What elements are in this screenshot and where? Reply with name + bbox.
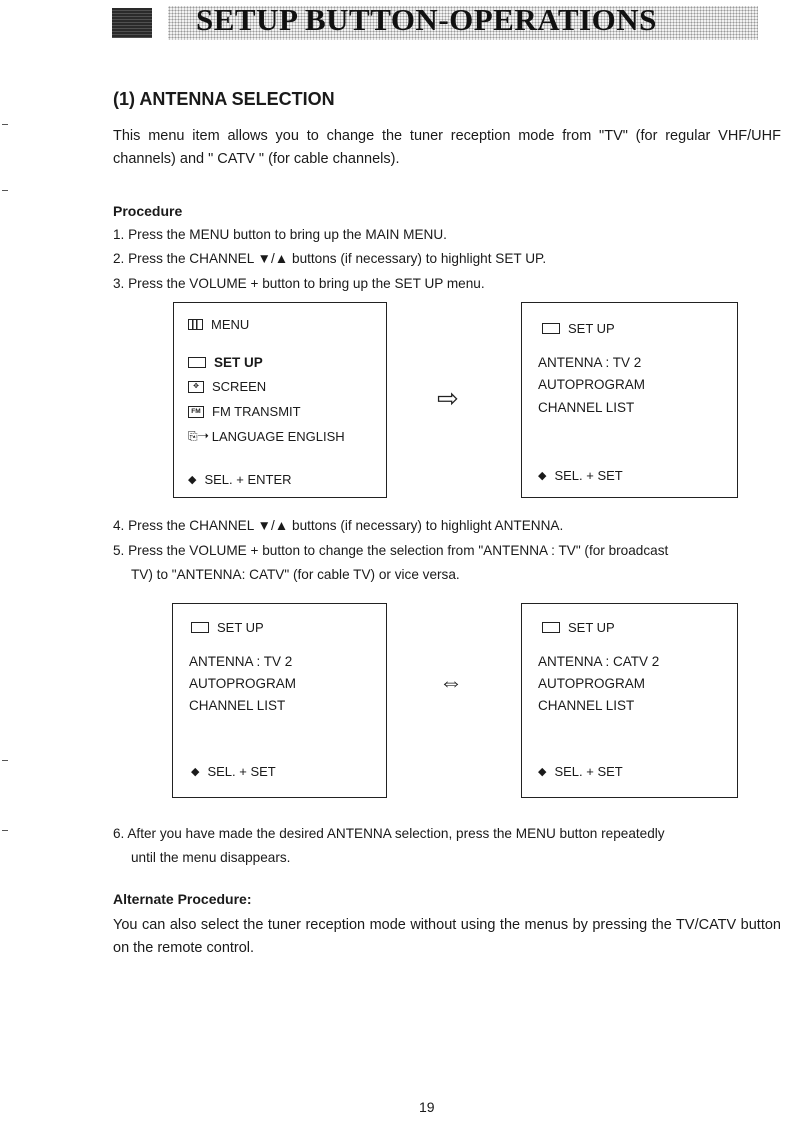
setup-icon [542,323,560,334]
setup-menu-title: SET UP [568,321,615,336]
margin-tick [2,190,8,191]
section-title: (1) ANTENNA SELECTION [113,89,335,109]
procedure-title: Procedure [113,203,183,219]
header-block-icon [112,8,152,38]
fm-icon: FM [188,406,204,418]
main-menu-footer-label: SEL. + ENTER [204,472,292,487]
step-6-line-2: until the menu disappears. [131,850,291,865]
alternate-procedure-text: You can also select the tuner reception mode without using the menus by pressing the TV/CATV button on the remote control. [113,917,781,956]
alternate-procedure-title: Alternate Procedure: [113,891,252,907]
setup-menu-footer [538,468,623,483]
step-2: 2. Press the CHANNEL ▼/▲ buttons (if necessary) to highlight SET UP. [113,251,547,266]
setup-menu-panel-initial [521,302,738,498]
intro-paragraph: This menu item allows you to change the tuner reception mode from "TV" (for regular VHF/UHF channels) and " CATV " (for cable channels). [113,128,781,167]
setup-menu-panel-catv [521,603,738,798]
main-menu-item-label: SCREEN [212,379,267,394]
setup-menu-footer [191,764,276,779]
setup-menu-item: ANTENNA : TV 2 [189,654,293,669]
select-updown-icon: ◆ [538,766,547,778]
setup-menu-item: ANTENNA : TV 2 [538,355,642,370]
setup-icon [542,622,560,633]
main-menu-item-label: SET UP [214,355,263,370]
setup-menu-footer-label: SEL. + SET [207,764,276,779]
main-menu-item-screen [188,379,266,394]
main-menu-item-language [188,429,345,444]
margin-tick [2,760,8,761]
step-5-line-1: 5. Press the VOLUME + button to change the selection from "ANTENNA : TV" (for broadcast [113,543,669,558]
step-1: 1. Press the MENU button to bring up the MAIN MENU. [113,227,447,242]
arrow-both-icon: ⇔ [439,669,463,696]
main-menu-item-label: LANGUAGE ENGLISH [211,429,345,444]
step-3: 3. Press the VOLUME + button to bring up the SET UP menu. [113,276,485,291]
setup-icon [188,357,206,368]
main-menu-item-setup [188,355,263,370]
menu-icon [188,319,203,330]
setup-menu-title-row [191,620,264,635]
main-menu-title: MENU [211,317,250,332]
select-updown-icon: ◆ [191,766,200,778]
setup-icon [191,622,209,633]
main-menu-item-label: FM TRANSMIT [212,404,301,419]
page-number: 19 [419,1099,435,1115]
setup-menu-item: CHANNEL LIST [538,400,635,415]
step-6-line-1: 6. After you have made the desired ANTENNA selection, press the MENU button repeatedly [113,826,665,841]
step-5-line-2: TV) to "ANTENNA: CATV" (for cable TV) or vice versa. [131,567,460,582]
select-updown-icon: ◆ [188,474,197,486]
setup-menu-item: AUTOPROGRAM [189,676,297,691]
setup-menu-item: AUTOPROGRAM [538,676,646,691]
setup-menu-item: CHANNEL LIST [538,698,635,713]
setup-menu-footer-label: SEL. + SET [554,468,623,483]
setup-menu-title: SET UP [217,620,264,635]
setup-menu-footer [538,764,623,779]
setup-menu-item: CHANNEL LIST [189,698,286,713]
arrow-right-icon: ⇨ [437,383,459,413]
margin-tick [2,830,8,831]
setup-menu-panel-tv [172,603,387,798]
step-4: 4. Press the CHANNEL ▼/▲ buttons (if necessary) to highlight ANTENNA. [113,518,564,533]
setup-menu-title: SET UP [568,620,615,635]
margin-tick [2,124,8,125]
main-menu-footer [188,472,292,487]
language-icon: ⎘➝ [188,429,209,443]
select-updown-icon: ◆ [538,470,547,482]
setup-menu-item: AUTOPROGRAM [538,377,646,392]
main-menu-item-fm-transmit [188,404,301,419]
setup-menu-title-row [542,620,615,635]
main-menu-panel [173,302,387,498]
setup-menu-footer-label: SEL. + SET [554,764,623,779]
setup-menu-title-row [542,321,615,336]
page-title: SETUP BUTTON-OPERATIONS [196,2,657,37]
setup-menu-item: ANTENNA : CATV 2 [538,654,660,669]
main-menu-title-row [188,317,249,332]
screen-icon: ✥ [188,381,204,393]
